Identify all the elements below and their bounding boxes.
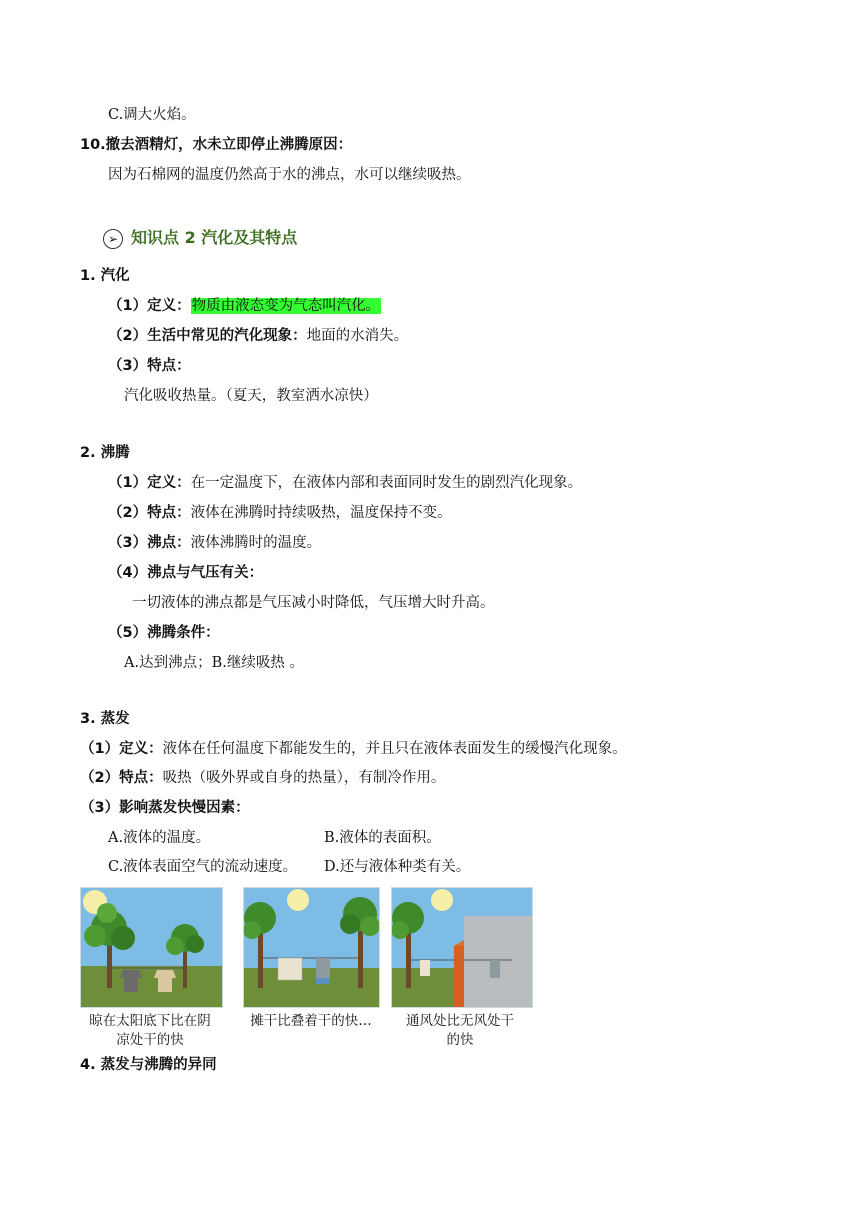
illustration-spread-vs-folded [243, 887, 380, 1008]
illustration-sun-vs-shade [80, 887, 223, 1008]
boiling-point: （3）沸点：液体沸腾时的温度。 [108, 535, 322, 551]
evaporation-factor-label: （3）影响蒸发快慢因素： [80, 800, 250, 816]
vaporization-definition: （1）定义：物质由液态变为气态叫汽化。 [108, 298, 381, 314]
boiling-condition-text: A.达到沸点；B.继续吸热 。 [124, 655, 304, 671]
factor-a: A.液体的温度。 [108, 830, 211, 846]
option-c: C.调大火焰。 [108, 107, 196, 123]
caption-image-3: 通风处比无风处干的快 [406, 1013, 514, 1048]
knowledge-point-title: 知识点 2 汽化及其特点 [131, 228, 298, 247]
boiling-pressure-label: （4）沸点与气压有关： [108, 565, 264, 581]
q10-answer: 因为石棉网的温度仍然高于水的沸点，水可以继续吸热。 [108, 167, 471, 183]
q10-title: 10.撤去酒精灯，水未立即停止沸腾原因： [80, 137, 353, 153]
arrow-icon: ➢ [103, 229, 123, 249]
factor-b: B.液体的表面积。 [324, 830, 441, 846]
vaporization-common: （2）生活中常见的汽化现象：地面的水消失。 [108, 328, 409, 344]
section-vaporization-heading: 1. 汽化 [80, 268, 130, 284]
caption-image-1: 晾在太阳底下比在阴凉处干的快 [89, 1013, 211, 1048]
caption-image-2: 摊干比叠着干的快… [250, 1013, 372, 1029]
boiling-pressure-text: 一切液体的沸点都是气压减小时降低，气压增大时升高。 [132, 595, 495, 611]
evaporation-definition: （1）定义：液体在任何温度下都能发生的，并且只在液体表面发生的缓慢汽化现象。 [80, 741, 627, 757]
evaporation-feature: （2）特点：吸热（吸外界或自身的热量），有制冷作用。 [80, 770, 446, 786]
boiling-condition-label: （5）沸腾条件： [108, 625, 220, 641]
vaporization-feature-text: 汽化吸收热量。（夏天，教室洒水凉快） [124, 388, 378, 404]
factor-d: D.还与液体种类有关。 [324, 859, 471, 875]
section-comparison-heading: 4. 蒸发与沸腾的异同 [80, 1057, 217, 1073]
illustration-wind-vs-still [391, 887, 533, 1008]
factor-c: C.液体表面空气的流动速度。 [108, 859, 298, 875]
boiling-feature: （2）特点：液体在沸腾时持续吸热，温度保持不变。 [108, 505, 452, 521]
boiling-definition: （1）定义：在一定温度下，在液体内部和表面同时发生的剧烈汽化现象。 [108, 475, 583, 491]
vaporization-feature-label: （3）特点： [108, 358, 191, 374]
section-boiling-heading: 2. 沸腾 [80, 445, 130, 461]
section-evaporation-heading: 3. 蒸发 [80, 711, 130, 727]
knowledge-point-heading [103, 228, 297, 252]
